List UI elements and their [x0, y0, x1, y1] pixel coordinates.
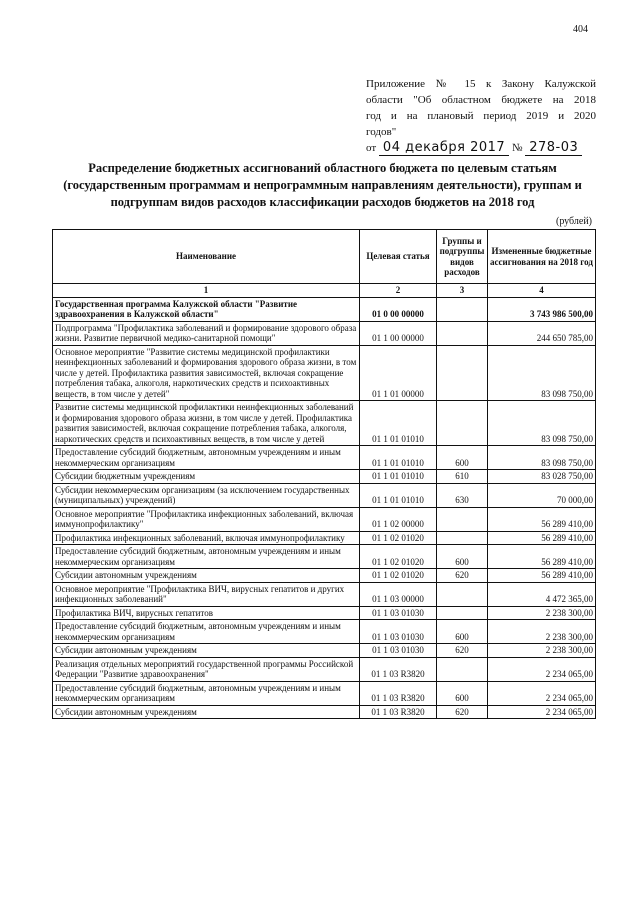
budget-table	[52, 229, 596, 719]
row-amount-cell: 56 289 410,00	[488, 507, 596, 531]
row-amount-cell: 2 238 300,00	[488, 620, 596, 644]
law-date-row	[366, 140, 596, 156]
row-name-cell: Предоставление субсидий бюджетным, автономным учреждениям и иным некоммерческим организациям	[53, 681, 360, 705]
table-row	[53, 446, 596, 470]
row-code-cell: 01 1 03 R3820	[360, 705, 437, 719]
table-row	[53, 321, 596, 345]
row-amount-cell: 56 289 410,00	[488, 569, 596, 583]
row-group-cell: 620	[437, 569, 488, 583]
row-name-cell: Государственная программа Калужской области "Развитие здравоохранения в Калужской области"	[53, 297, 360, 321]
annex-line: годов"	[366, 126, 397, 138]
row-amount-cell: 70 000,00	[488, 483, 596, 507]
row-name-cell: Профилактика инфекционных заболеваний, включая иммунопрофилактику	[53, 531, 360, 545]
row-code-cell: 01 0 00 00000	[360, 297, 437, 321]
row-amount-cell: 56 289 410,00	[488, 531, 596, 545]
row-group-cell	[437, 582, 488, 606]
title-line: подгруппам видов расходов классификации расходов бюджетов на 2018 год	[110, 195, 535, 209]
row-name-cell: Предоставление субсидий бюджетным, автономным учреждениям и иным некоммерческим организациям	[53, 446, 360, 470]
table-row	[53, 681, 596, 705]
row-amount-cell: 2 238 300,00	[488, 644, 596, 658]
table-row	[53, 470, 596, 484]
row-amount-cell: 4 472 365,00	[488, 582, 596, 606]
row-amount-cell: 83 098 750,00	[488, 345, 596, 401]
row-group-cell	[437, 606, 488, 620]
row-code-cell: 01 1 03 R3820	[360, 681, 437, 705]
row-name-cell: Субсидии бюджетным учреждениям	[53, 470, 360, 484]
index-cell: 2	[360, 284, 437, 298]
table-row	[53, 545, 596, 569]
row-group-cell	[437, 507, 488, 531]
row-name-cell: Субсидии автономным учреждениям	[53, 644, 360, 658]
table-row	[53, 297, 596, 321]
row-code-cell: 01 1 01 00000	[360, 345, 437, 401]
row-group-cell: 610	[437, 470, 488, 484]
row-group-cell: 600	[437, 620, 488, 644]
table-row	[53, 569, 596, 583]
row-group-cell: 600	[437, 545, 488, 569]
annex-line: Приложение № 15 к Закону Калужской	[366, 78, 596, 90]
header-group: Группы и подгруппы видов расходов	[437, 230, 488, 284]
header-name: Наименование	[53, 230, 360, 284]
currency-note: (рублей)	[555, 216, 592, 227]
row-name-cell: Предоставление субсидий бюджетным, автономным учреждениям и иным некоммерческим организациям	[53, 620, 360, 644]
table-row	[53, 657, 596, 681]
table-row	[53, 401, 596, 446]
law-number: 278-03	[525, 140, 582, 156]
annex-line: год и на плановый период 2019 и 2020	[366, 110, 596, 122]
row-code-cell: 01 1 00 00000	[360, 321, 437, 345]
row-name-cell: Основное мероприятие "Профилактика ВИЧ, вирусных гепатитов и других инфекционных заболеваний"	[53, 582, 360, 606]
row-amount-cell: 2 238 300,00	[488, 606, 596, 620]
table-row	[53, 620, 596, 644]
row-code-cell: 01 1 02 01020	[360, 569, 437, 583]
table-row	[53, 507, 596, 531]
row-amount-cell: 244 650 785,00	[488, 321, 596, 345]
row-code-cell: 01 1 03 01030	[360, 620, 437, 644]
table-row	[53, 531, 596, 545]
row-group-cell	[437, 531, 488, 545]
row-group-cell	[437, 321, 488, 345]
budget-table-body	[53, 297, 596, 719]
row-group-cell	[437, 401, 488, 446]
document-title	[50, 160, 595, 211]
row-amount-cell: 2 234 065,00	[488, 681, 596, 705]
row-group-cell: 600	[437, 681, 488, 705]
header-code: Целевая статья	[360, 230, 437, 284]
row-name-cell: Профилактика ВИЧ, вирусных гепатитов	[53, 606, 360, 620]
row-amount-cell: 83 028 750,00	[488, 470, 596, 484]
row-group-cell: 630	[437, 483, 488, 507]
table-row	[53, 483, 596, 507]
row-code-cell: 01 1 02 01020	[360, 531, 437, 545]
number-label: №	[511, 142, 523, 154]
row-amount-cell: 2 234 065,00	[488, 657, 596, 681]
row-code-cell: 01 1 03 01030	[360, 606, 437, 620]
table-row	[53, 644, 596, 658]
row-amount-cell: 3 743 986 500,00	[488, 297, 596, 321]
row-group-cell	[437, 297, 488, 321]
table-row	[53, 345, 596, 401]
title-line: (государственным программам и непрограммным направлениям деятельности), группам и	[63, 178, 582, 192]
row-name-cell: Субсидии автономным учреждениям	[53, 705, 360, 719]
row-code-cell: 01 1 03 00000	[360, 582, 437, 606]
row-amount-cell: 56 289 410,00	[488, 545, 596, 569]
row-amount-cell: 83 098 750,00	[488, 401, 596, 446]
row-code-cell: 01 1 01 01010	[360, 483, 437, 507]
row-amount-cell: 83 098 750,00	[488, 446, 596, 470]
row-code-cell: 01 1 01 01010	[360, 401, 437, 446]
row-group-cell: 600	[437, 446, 488, 470]
table-row	[53, 606, 596, 620]
table-row	[53, 582, 596, 606]
table-row	[53, 705, 596, 719]
row-group-cell: 620	[437, 644, 488, 658]
title-line: Распределение бюджетных ассигнований областного бюджета по целевым статьям	[88, 161, 557, 175]
index-cell: 4	[488, 284, 596, 298]
row-name-cell: Субсидии некоммерческим организациям (за исключением государственных (муниципальных) учреждений)	[53, 483, 360, 507]
row-code-cell: 01 1 01 01010	[360, 470, 437, 484]
annex-line: области "Об областном бюджете на 2018	[366, 94, 596, 106]
page-number: 404	[573, 24, 588, 35]
row-name-cell: Предоставление субсидий бюджетным, автономным учреждениям и иным некоммерческим организациям	[53, 545, 360, 569]
row-name-cell: Подпрограмма "Профилактика заболеваний и формирование здорового образа жизни. Развитие первичной медико-санитарной помощи"	[53, 321, 360, 345]
index-cell: 3	[437, 284, 488, 298]
row-code-cell: 01 1 02 00000	[360, 507, 437, 531]
row-code-cell: 01 1 01 01010	[360, 446, 437, 470]
from-label: от	[366, 142, 377, 154]
row-group-cell	[437, 657, 488, 681]
table-index-row	[53, 284, 596, 298]
table-header-row	[53, 230, 596, 284]
row-name-cell: Реализация отдельных мероприятий государственной программы Российской Федерации "Развитие здравоохранения"	[53, 657, 360, 681]
row-group-cell	[437, 345, 488, 401]
row-code-cell: 01 1 02 01020	[360, 545, 437, 569]
row-name-cell: Субсидии автономным учреждениям	[53, 569, 360, 583]
index-cell: 1	[53, 284, 360, 298]
row-group-cell: 620	[437, 705, 488, 719]
row-code-cell: 01 1 03 01030	[360, 644, 437, 658]
annex-block	[366, 76, 596, 156]
header-amount: Измененные бюджетные ассигнования на 2018 год	[488, 230, 596, 284]
row-name-cell: Развитие системы медицинской профилактики неинфекционных заболеваний и формирования здорового образа жизни, в том числе у детей. Профилактика развития зависимостей, включая сокращение потребления табака, алкоголя, наркотических средств и психоактивных веществ, в том числе у детей	[53, 401, 360, 446]
row-name-cell: Основное мероприятие "Развитие системы медицинской профилактики неинфекционных заболеваний и формирования здорового образа жизни, в том числе у детей. Профилактика развития зависимостей, включая сокращение потребления табака, алкоголя, наркотических средств и психоактивных веществ, в том числе у детей"	[53, 345, 360, 401]
row-name-cell: Основное мероприятие "Профилактика инфекционных заболеваний, включая иммунопрофилактику"	[53, 507, 360, 531]
row-amount-cell: 2 234 065,00	[488, 705, 596, 719]
law-date: 04 декабря 2017	[379, 140, 509, 156]
row-code-cell: 01 1 03 R3820	[360, 657, 437, 681]
